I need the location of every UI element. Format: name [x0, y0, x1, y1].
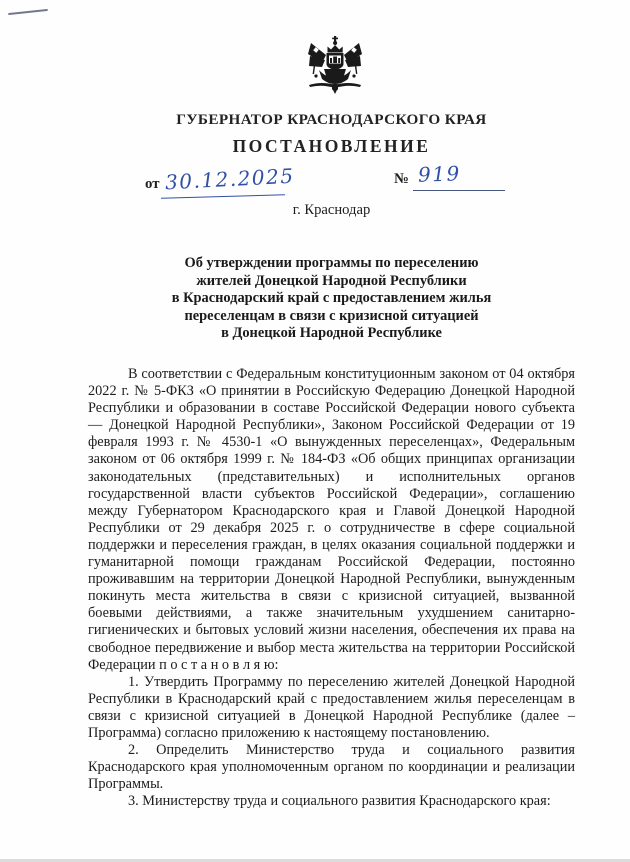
- body-paragraph: 2. Определить Министерство труда и социального развития Краснодарского края уполномоченным органом по координации и реализации Программы.: [88, 742, 575, 793]
- document-title: [88, 255, 575, 343]
- title-line: в Донецкой Народной Республике: [221, 325, 442, 342]
- document-type-heading: ПОСТАНОВЛЕНИЕ: [232, 136, 431, 156]
- handwritten-date: 30.12.2025: [164, 163, 296, 195]
- title-line: переселенцам в связи с кризисной ситуацией: [184, 307, 479, 324]
- number-underline: [413, 190, 505, 191]
- krasnodar-krai-coat-of-arms-icon: [307, 36, 363, 94]
- document-body: [88, 366, 575, 810]
- title-line: в Краснодарский край с предоставлением жилья: [171, 290, 492, 307]
- title-line: жителей Донецкой Народной Республики: [196, 272, 467, 289]
- body-paragraph: 3. Министерству труда и социального развития Краснодарского края:: [128, 793, 551, 810]
- issuing-authority: ГУБЕРНАТОР КРАСНОДАРСКОГО КРАЯ: [176, 111, 487, 128]
- body-paragraph: В соответствии с Федеральным конституционным законом от 04 октября 2022 г. № 5-ФКЗ «О принятии в Российскую Федерацию Донецкой Народной Республики и образовании в составе Российской Федерации нового субъекта — Донецкой Народной Республики», Законом Российской Федерации от 19 февраля 1993 г. № 4530-1 «О вынужденных переселенцах», Федеральным законом от 06 октября 1999 г. № 184-ФЗ «Об общих принципах организации законодательных (представительных) и исполнительных органов государственной власти субъектов Российской Федерации», соглашению между Губернатором Краснодарского края и Главой Донецкой Народной Республики от 29 декабря 2025 г. о сотрудничестве в сфере социальной поддержки и переселения граждан, в целях оказания социальной поддержки и гуманитарной помощи гражданам Российской Федерации, постоянно проживавшим на территории Донецкой Народной Республики, вынужденным покинуть места жительства в связи с кризисной ситуацией, вызванной боевыми действиями, а также значительным ухудшением санитарно-гигиенических и бытовых условий жизни населения, обеспечения их права на свободное передвижение и выбор места жительства на территории Российской Федерации п о с т а н о в л я ю:: [88, 366, 575, 673]
- city-line: г. Краснодар: [292, 202, 371, 218]
- number-label: №: [394, 171, 409, 187]
- handwritten-number: 919: [417, 161, 462, 187]
- body-paragraph: 1. Утвердить Программу по переселению жителей Донецкой Народной Республики в Краснодарский край с предоставлением жилья переселенцам в связи с кризисной ситуацией в Донецкой Народной Республике (далее – Программа) согласно приложению к настоящему постановлению.: [88, 673, 575, 741]
- title-line: Об утверждении программы по переселению: [184, 255, 479, 271]
- date-label: от: [145, 176, 160, 192]
- scan-artifact-line: [8, 9, 48, 15]
- date-underline: [161, 194, 285, 198]
